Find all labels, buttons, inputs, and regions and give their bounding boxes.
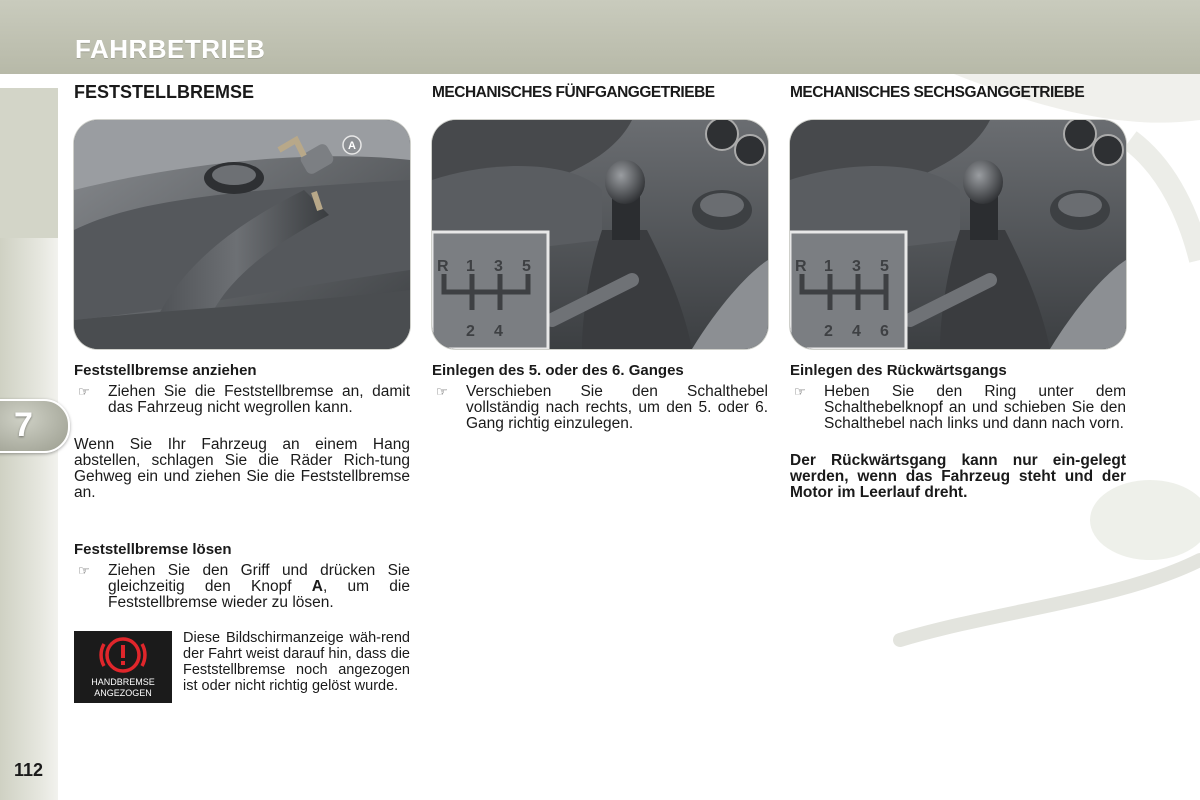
display-line-2: ANGEZOGEN [94, 688, 152, 698]
pointing-hand-icon: ☞ [78, 384, 90, 399]
page-number: 112 [14, 760, 44, 780]
gear-label-2: 2 [824, 323, 833, 340]
subheading-apply-brake: Feststellbremse anziehen [74, 362, 257, 379]
gear-label-5: 5 [522, 258, 531, 275]
section-heading-six-speed: MECHANISCHES SECHSGANGGETRIEBE [790, 84, 1085, 101]
callout-a-label: A [348, 140, 356, 152]
chapter-badge[interactable] [0, 399, 70, 453]
section-heading-five-speed: MECHANISCHES FÜNFGANGGETRIEBE [432, 84, 715, 101]
gear-label-6: 6 [880, 323, 889, 340]
bullet-text: Heben Sie den Ring unter dem Schalthebelknopf an und schieben Sie den Schalthebel nach links und dann nach vorn. [824, 383, 1126, 432]
subheading-release-brake: Feststellbremse lösen [74, 541, 232, 558]
bullet-text: Ziehen Sie die Feststellbremse an, damit das Fahrzeug nicht wegrollen kann. [108, 383, 410, 416]
gear-label-2: 2 [466, 323, 475, 340]
chapter-number: 7 [14, 406, 33, 444]
gear-label-5: 5 [880, 258, 889, 275]
bullet-text-part1: Ziehen Sie den Griff und drücken Sie gleichzeitig den Knopf [108, 562, 410, 595]
page-title: FAHRBETRIEB [75, 34, 266, 64]
gear-label-3: 3 [852, 258, 861, 275]
parking-brake-photo [74, 120, 410, 349]
gear-label-r: R [795, 258, 807, 275]
pointing-hand-icon: ☞ [78, 563, 90, 578]
bullet-apply-brake [78, 384, 410, 432]
six-speed-gear-photo [790, 120, 1126, 349]
display-caption [74, 677, 172, 699]
handbrake-display-image [74, 631, 172, 703]
bullet-engage-gear [436, 384, 768, 432]
bullet-text: Verschieben Sie den Schalthebel vollständig nach rechts, um den 5. oder 6. Gang richtig einzulegen. [466, 383, 768, 432]
gear-label-4: 4 [494, 323, 503, 340]
bullet-text-bold: A [311, 578, 323, 595]
reverse-gear-note: Der Rückwärtsgang kann nur ein-gelegt werden, wenn das Fahrzeug steht und der Motor im Leerlauf dreht. [790, 452, 1126, 501]
section-heading-parking-brake: FESTSTELLBREMSE [74, 82, 255, 102]
pointing-hand-icon: ☞ [436, 384, 448, 399]
subheading-engage-gear: Einlegen des 5. oder des 6. Ganges [432, 362, 684, 379]
five-speed-gear-photo [432, 120, 768, 349]
gear-label-1: 1 [466, 258, 475, 275]
gear-label-r: R [437, 258, 449, 275]
pointing-hand-icon: ☞ [794, 384, 806, 399]
gear-label-1: 1 [824, 258, 833, 275]
bullet-reverse-gear [794, 384, 1126, 448]
left-margin-strip-top [0, 88, 58, 238]
brake-warning-icon [74, 631, 172, 677]
display-line-1: HANDBREMSE [91, 677, 155, 687]
warning-explanation: Diese Bildschirmanzeige wäh-rend der Fahrt weist darauf hin, dass die Feststellbremse noch angezogen ist oder nicht richtig gelöst wurde. [183, 630, 410, 694]
gear-label-3: 3 [494, 258, 503, 275]
subheading-reverse-gear: Einlegen des Rückwärtsgangs [790, 362, 1007, 379]
bullet-text [108, 563, 410, 611]
bullet-text-part2: , um die Feststellbremse wieder zu lösen. [108, 578, 410, 611]
bullet-release-brake [78, 563, 410, 611]
paragraph-slope-parking: Wenn Sie Ihr Fahrzeug an einem Hang abstellen, schlagen Sie die Räder Rich-tung Gehweg ein und ziehen Sie die Feststellbremse an. [74, 436, 410, 501]
gear-label-4: 4 [852, 323, 861, 340]
